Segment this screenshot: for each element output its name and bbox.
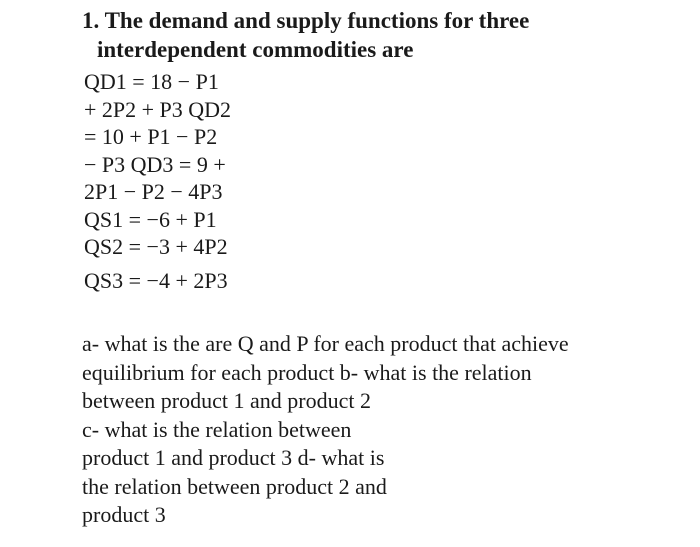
equation-line: QS2 = −3 + 4P2 <box>84 234 228 259</box>
questions-block <box>82 330 682 530</box>
equation-line: + 2P2 + P3 QD2 <box>84 96 232 122</box>
question-line: the relation between product 2 and <box>82 473 387 499</box>
question-line: a- what is the are Q and P for each product that achieve <box>82 331 569 356</box>
question-line: product 3 <box>82 502 166 527</box>
question-line: c- what is the relation between <box>82 416 352 442</box>
problem-heading <box>82 6 682 64</box>
heading-line-2: interdependent commodities are <box>97 37 414 62</box>
heading-line-1: 1. The demand and supply functions for three <box>82 8 530 33</box>
equation-line: − P3 QD3 = 9 + <box>84 151 226 177</box>
equation-line: QS1 = −6 + P1 <box>84 206 217 232</box>
equation-line: 2P1 − P2 − 4P3 <box>84 179 223 204</box>
equation-line: = 10 + P1 − P2 <box>84 124 218 149</box>
equation-line: QS3 = −4 + 2P3 <box>84 267 228 293</box>
equations-block <box>84 68 231 294</box>
question-line: product 1 and product 3 d- what is <box>82 445 385 470</box>
question-line: equilibrium for each product b- what is the relation <box>82 359 532 385</box>
question-line: between product 1 and product 2 <box>82 388 371 413</box>
equation-line: QD1 = 18 − P1 <box>84 69 219 94</box>
